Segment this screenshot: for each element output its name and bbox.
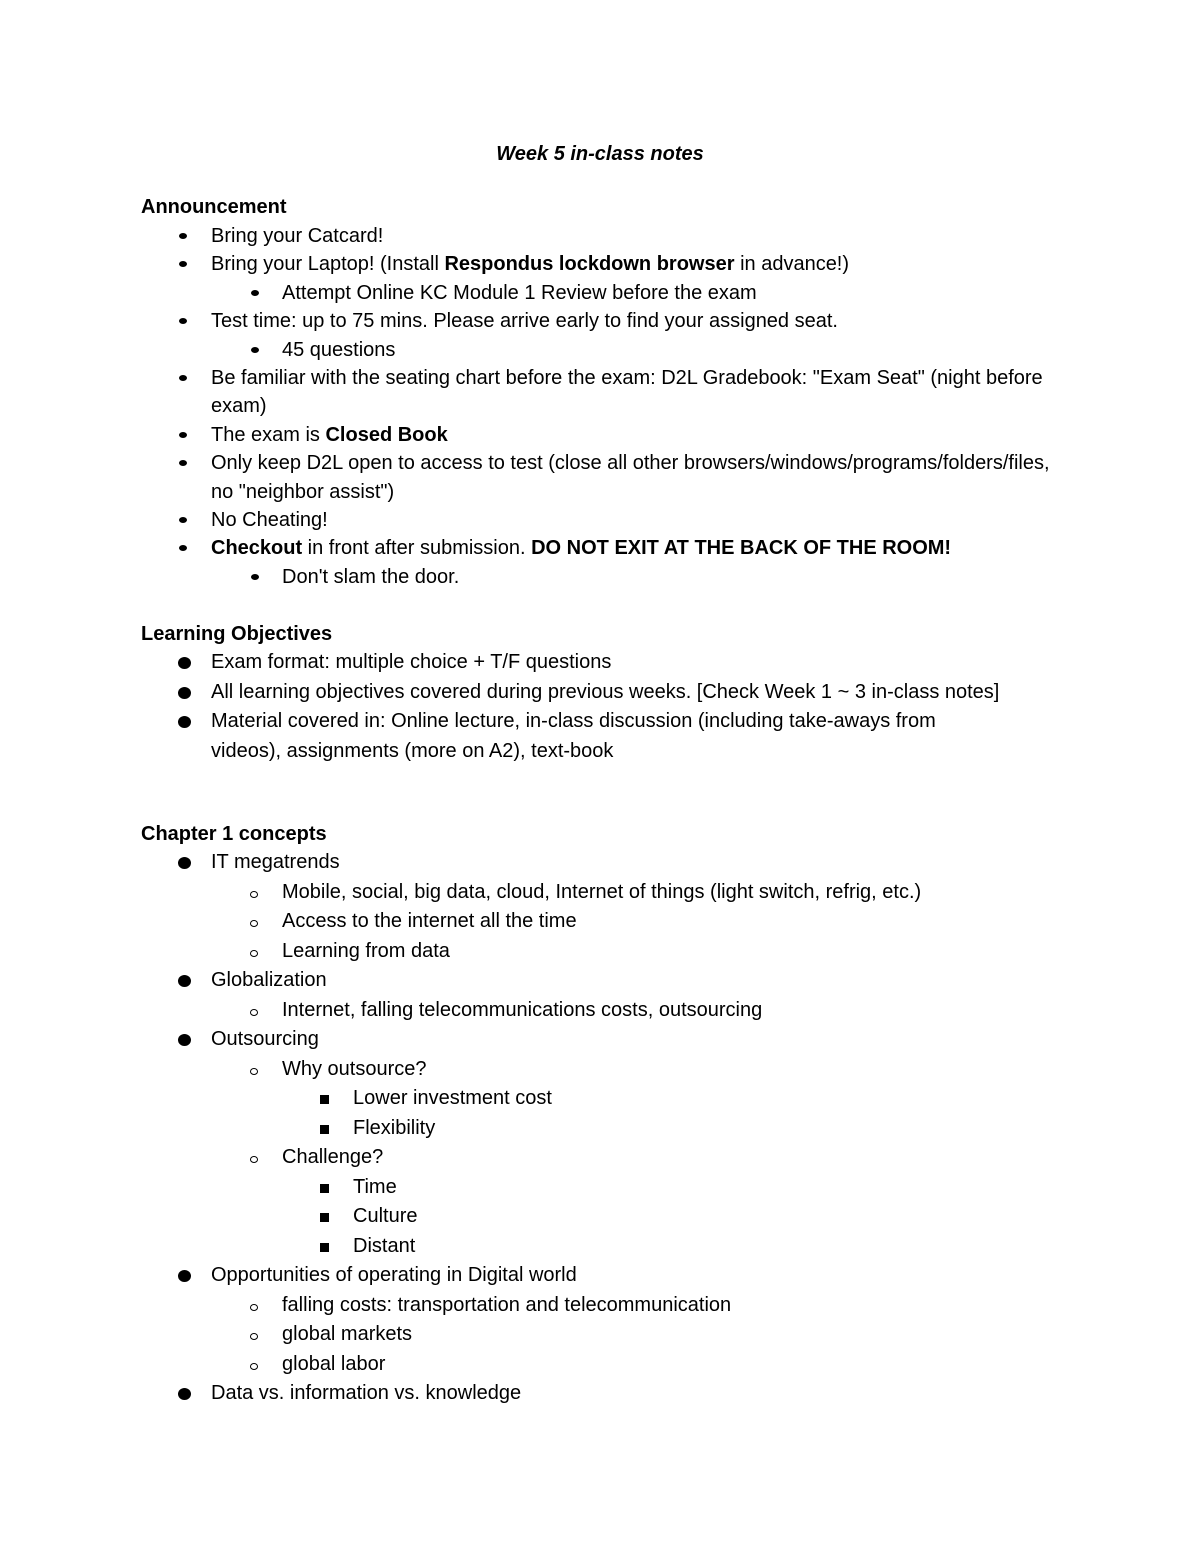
list-item: Bring your Laptop! (Install Respondus lockdown browser in advance!) [211,253,850,276]
list-item: Mobile, social, big data, cloud, Internet of things (light switch, refrig, etc.) [282,880,922,903]
list-item: Globalization [211,969,327,991]
list-item: Outsourcing [211,1028,319,1050]
page-title: Week 5 in-class notes [496,143,704,165]
bold-text: DO NOT EXIT AT THE BACK OF THE ROOM! [531,537,952,560]
list-item: Time [353,1175,397,1198]
list-item: Opportunities of operating in Digital world [211,1264,577,1286]
list-item: Challenge? [282,1146,384,1168]
objectives-list [0,648,1200,766]
list-item: Flexibility [353,1116,436,1139]
list-item: Distant [353,1234,416,1257]
bold-text: Checkout [211,537,303,560]
list-item: Checkout in front after submission. DO NOT EXIT AT THE BACK OF THE ROOM! [211,537,952,560]
list-item: Data vs. information vs. knowledge [211,1382,522,1404]
list-item: 45 questions [282,338,396,361]
list-item: No Cheating! [211,509,328,532]
list-item: Internet, falling telecommunications costs, outsourcing [282,998,763,1021]
list-item: Be familiar with the seating chart before the exam: D2L Gradebook: "Exam Seat" (night before exam) [211,367,1043,418]
objectives-heading: Learning Objectives [141,623,333,645]
list-item: global labor [282,1352,386,1375]
list-item: Learning from data [282,939,450,962]
list-item: Culture [353,1205,418,1227]
list-item: falling costs: transportation and telecommunication [282,1293,732,1316]
list-item: Test time: up to 75 mins. Please arrive early to find your assigned seat. [211,310,838,333]
bold-text: Closed Book [325,423,448,446]
chapter1-heading: Chapter 1 concepts [141,823,327,845]
list-item: The exam is Closed Book [211,423,448,446]
list-item: Why outsource? [282,1057,427,1080]
list-item: Access to the internet all the time [282,910,577,932]
announcement-list [0,222,1200,591]
list-item: Attempt Online KC Module 1 Review before the exam [282,281,757,304]
bold-text: Respondus lockdown browser [444,253,735,276]
announcement-heading: Announcement [141,196,287,218]
list-item: Material covered in: Online lecture, in-class discussion (including take-aways from videos), assignments (more on A2), text-book [211,710,936,762]
list-item: IT megatrends [211,851,340,873]
list-item: Lower investment cost [353,1087,552,1109]
list-item: Exam format: multiple choice + T/F questions [211,651,612,673]
list-item: global markets [282,1323,413,1345]
chapter1-list [0,848,1200,1409]
list-item: All learning objectives covered during previous weeks. [Check Week 1 ~ 3 in-class notes] [211,680,1000,703]
list-item: Don't slam the door. [282,565,460,588]
list-item: Only keep D2L open to access to test (close all other browsers/windows/programs/folders/files, no "neighbor assist") [211,452,1050,503]
list-item: Bring your Catcard! [211,225,384,247]
